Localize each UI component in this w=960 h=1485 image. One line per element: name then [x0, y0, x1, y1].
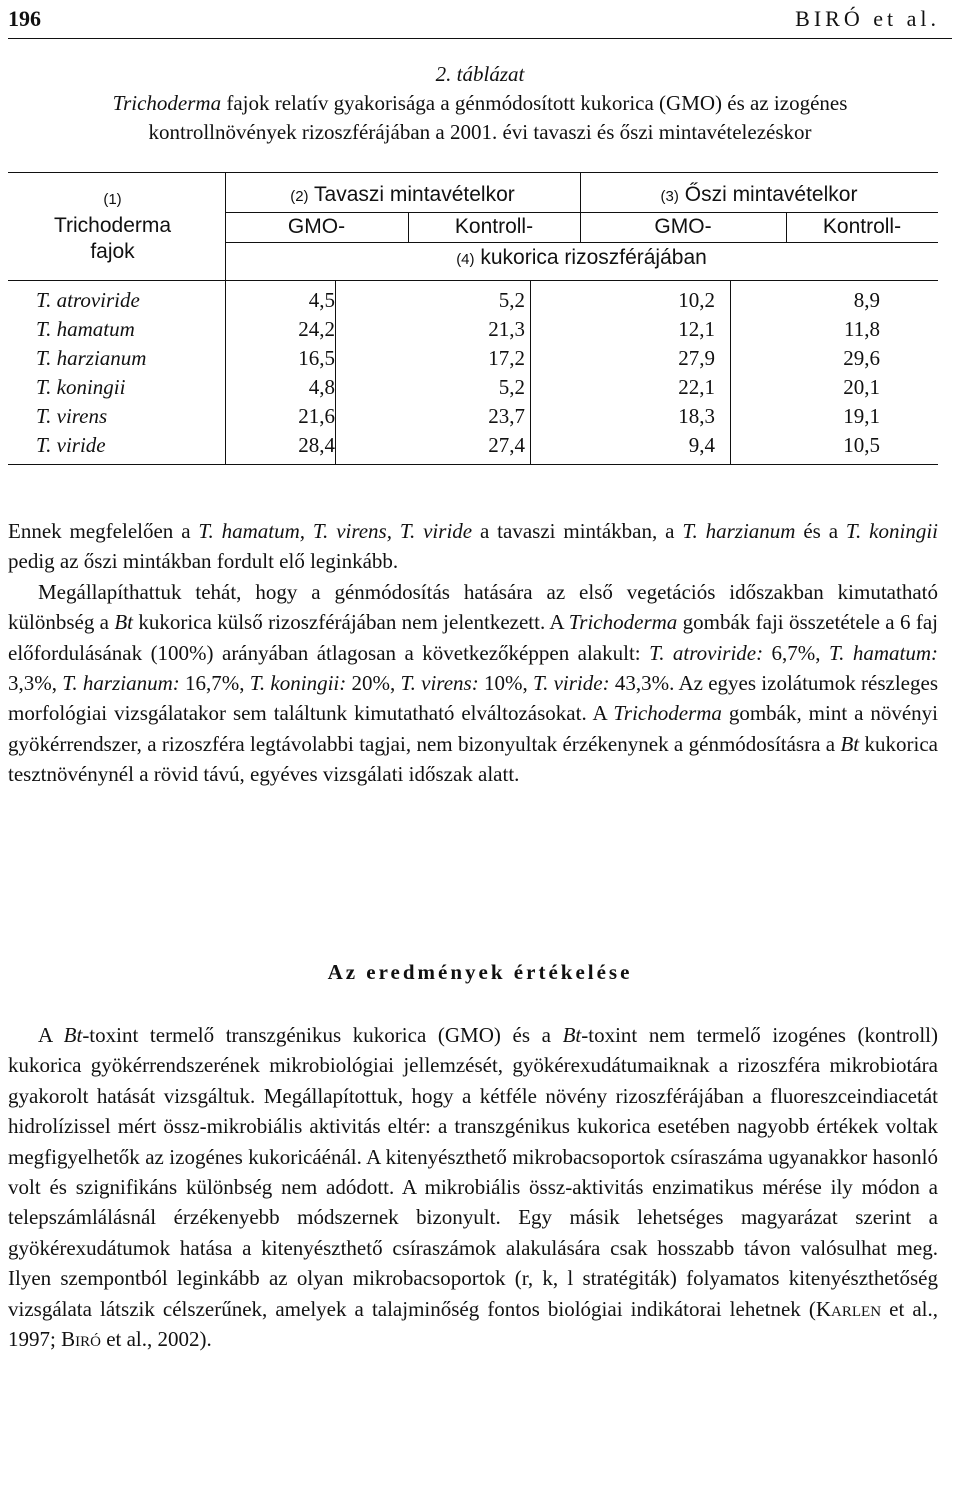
text-run: kukorica külső rizoszférájában nem jelentkezett. A: [133, 610, 569, 635]
table-cell: 24,2: [298, 317, 335, 341]
table-cell: 29,6: [843, 346, 880, 370]
table-cell: 4,5: [308, 288, 335, 312]
table-cell: 20,1: [843, 375, 880, 399]
text-run: 10%,: [478, 671, 533, 696]
table-cell: 8,9: [853, 288, 880, 312]
text-run: pedig az őszi mintákban fordult elő leginkább.: [8, 549, 399, 574]
species-name: T. koningii: [36, 375, 126, 399]
italic-species: T. koningii:: [249, 671, 347, 696]
rhizosphere-header: [225, 246, 938, 270]
running-head: BIRÓ et al.: [795, 6, 940, 31]
species-name: T. virens: [36, 404, 108, 428]
table-cell: 27,4: [488, 433, 525, 457]
text-run: 6,7%,: [763, 640, 830, 665]
text-run: kukorica tesztnövénynél a rövid távú, egyéves vizsgálati időszak alatt.: [8, 731, 938, 787]
table-cell: 12,1: [678, 317, 715, 341]
text-run: A: [38, 1023, 64, 1047]
rhizo-marker: (4): [456, 251, 475, 268]
italic-species: T. hamatum, T. virens, T. viride: [198, 519, 473, 543]
table-cell: 5,2: [498, 375, 525, 399]
italic-term: Bt: [114, 610, 134, 635]
table-data-divider-3: [730, 280, 731, 464]
italic-species: T. virens:: [400, 671, 479, 696]
table-cell: 27,9: [678, 346, 715, 370]
col1-marker: (1): [103, 191, 122, 208]
italic-species: T. viride:: [532, 671, 610, 696]
text-run: gombák, mint a növényi gyökérrendszer, a rizoszféra legtávolabbi tagjai, nem bizonyultak érzékenynek a génmódosításra a: [8, 701, 938, 756]
italic-term: Bt: [840, 731, 860, 756]
spring-gmo-header: GMO-: [287, 215, 346, 238]
species-column-header: [10, 185, 215, 265]
spring-label: Tavaszi mintavételkor: [314, 183, 515, 206]
table-cell: 17,2: [488, 346, 525, 370]
italic-species: T. harzianum: [682, 519, 796, 543]
table-cell: 21,6: [298, 404, 335, 428]
table-title-genus: Trichoderma: [112, 91, 222, 115]
table-number: 2. táblázat: [435, 62, 525, 86]
text-run: 20%,: [346, 671, 401, 696]
text-run: és a: [795, 519, 846, 543]
table-cell: 5,2: [498, 288, 525, 312]
spring-marker: (2): [290, 188, 309, 205]
page-number: 196: [8, 6, 41, 31]
italic-term: Bt: [562, 1023, 582, 1047]
table-caption: [0, 60, 960, 147]
table-cell: 4,8: [308, 375, 335, 399]
table-season-rule: [225, 212, 938, 213]
table-cell: 21,3: [488, 317, 525, 341]
text-run: Megállapíthattuk tehát, hogy a génmódosítás hatására az első vegetációs időszakban kimutatható különbség a: [8, 579, 938, 635]
italic-species: T. harzianum:: [62, 671, 180, 696]
table-cell: 9,4: [688, 433, 715, 457]
text-run: et al., 1997;: [8, 1296, 939, 1352]
table-data-divider-2: [530, 280, 531, 464]
autumn-label: Őszi mintavételkor: [684, 183, 858, 206]
italic-genus: Trichoderma: [568, 610, 678, 635]
autumn-control-header: Kontroll-: [822, 215, 902, 238]
table-title-text: fajok relatív gyakorisága a génmódosított kukorica (GMO) és az izogénes: [221, 91, 848, 115]
table-cell: 22,1: [678, 375, 715, 399]
header-rule: [8, 38, 952, 39]
col1-line2: fajok: [90, 240, 135, 263]
autumn-marker: (3): [660, 188, 679, 205]
table-cell: 19,1: [843, 404, 880, 428]
col1-line1: Trichoderma: [53, 214, 172, 237]
species-name: T. atroviride: [36, 288, 140, 312]
italic-species: T. atroviride:: [649, 640, 764, 665]
citation-author: Biró: [61, 1327, 101, 1352]
spring-control-header: Kontroll-: [454, 215, 534, 238]
body-paragraph-2: [8, 1020, 938, 1354]
section-title: Az eredmények értékelése: [327, 960, 633, 984]
table-title-line2: kontrollnövények rizoszférájában a 2001. évi tavaszi és őszi mintavételezéskor: [148, 120, 812, 144]
text-run: 16,7%,: [179, 671, 250, 696]
table-cell: 23,7: [488, 404, 525, 428]
table-sub-rule: [225, 242, 938, 243]
autumn-sampling-header: [580, 183, 938, 207]
autumn-gmo-header: GMO-: [654, 215, 712, 238]
spring-sampling-header: [225, 183, 580, 207]
rhizo-label: kukorica rizoszférájában: [480, 246, 707, 269]
text-run: a tavaszi mintákban, a: [472, 519, 683, 543]
table-cell: 11,8: [844, 317, 880, 341]
species-name: T. harzianum: [36, 346, 147, 370]
table-cell: 28,4: [298, 433, 335, 457]
text-run: 3,3%,: [8, 671, 63, 696]
table-title-line1: [0, 89, 960, 118]
text-run: 43,3%. Az egyes izolátumok részleges morfológiai vizsgálatakor sem találtunk kimutatható elváltozásokat. A: [8, 671, 938, 726]
text-run: et al., 2002).: [100, 1327, 212, 1352]
table-header-rule: [8, 280, 938, 281]
table-cell: 10,5: [843, 433, 880, 457]
table-cell: 18,3: [678, 404, 715, 428]
italic-species: T. hamatum:: [829, 640, 938, 665]
italic-species: T. koningii: [845, 519, 938, 543]
table-top-rule: [8, 172, 938, 173]
text-run: -toxint nem termelő izogénes (kontroll) kukorica gyökérrendszerének mikrobiológiai jellemzését, gyökérexudátumaiknak a rizoszféra mikrobiotára gyakorolt hatását vizsgáltuk. Megállapítottuk, hogy a kétféle növény rizoszférájában a fluoreszceindiacetát hidrolízissel mért össz-mikrobiális aktivitás eltér: a transzgénikus kukorica esetében nagyobb értékek voltak megfigyelhetők az izogénes kukoricáénál. A kitenyészthető mikrobacsoportok csíraszáma ugyanakkor hasonló volt és szignifikáns különbség nem adódott. A mikrobiális össz-aktivitás enzimatikus mérése ily módon a telepszámlálásnál érzékenyebb módszernek bizonyult. Egy másik lehetséges magyarázat szerint a gyökérexudátumok hatása a kitenyészthető csíraszámok alakulására csak hosszabb távon valósulhat meg. Ilyen szempontból leginkább az olyan mikrobacsoportok (r, k, l stratégiták) folyamatos kitenyészthetőség vizsgálata látszik célszerűnek, amelyek a talajminőség fontos biológiai indikátorai lehetnek (: [8, 1023, 938, 1321]
table-bottom-rule: [8, 464, 938, 465]
body-paragraph-1: [8, 516, 938, 790]
text-run: Ennek megfelelően a: [8, 519, 199, 543]
italic-genus: Trichoderma: [613, 701, 722, 726]
citation-author: Karlen: [815, 1296, 882, 1321]
table-cell: 10,2: [678, 288, 715, 312]
text-run: -toxint termelő transzgénikus kukorica (GMO) és a: [82, 1023, 563, 1047]
species-name: T. viride: [36, 433, 106, 457]
text-run: gombák faji összetétele a 6 faj előfordulásának (100%) arányában átlagosan a következőképpen alakult:: [8, 610, 938, 665]
table-cell: 16,5: [298, 346, 335, 370]
table-data-divider-1: [335, 280, 336, 464]
species-name: T. hamatum: [36, 317, 135, 341]
italic-term: Bt: [63, 1023, 83, 1047]
